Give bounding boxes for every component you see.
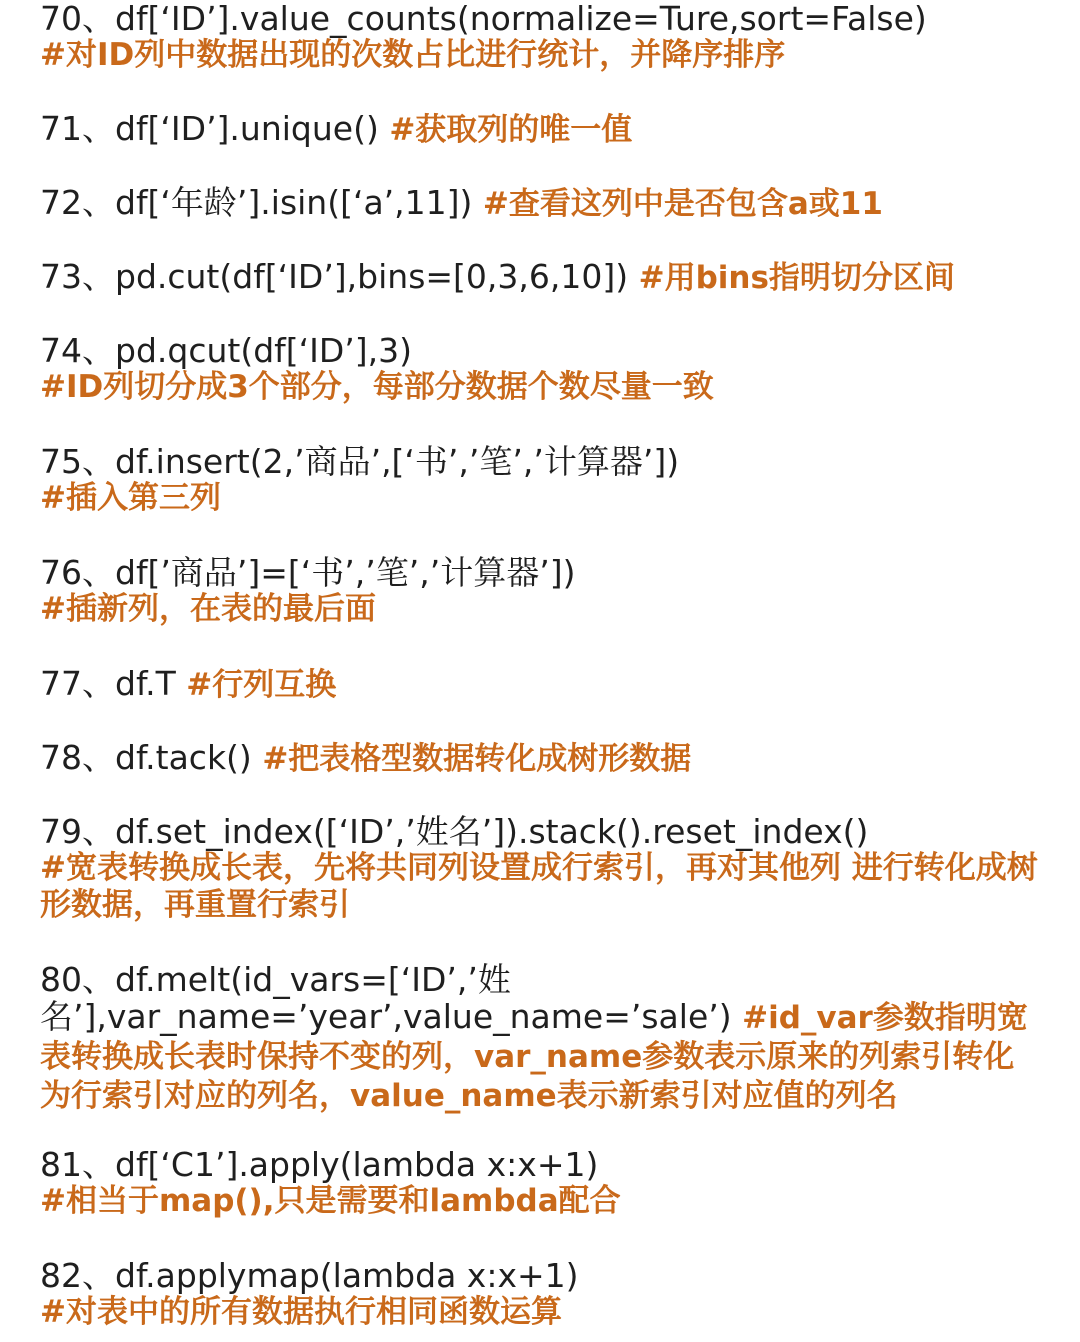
list-item: [40, 1257, 1040, 1331]
list-item: [40, 1146, 1040, 1220]
code-text: 80、df.melt(id_vars=[‘ID’,’姓名’],var_name=’year’,value_name=’sale’): [40, 960, 743, 1036]
list-item: [40, 961, 1040, 1115]
comment-line: #宽表转换成长表，先将共同列设置成行索引，再对其他列 进行转化成树形数据，再重置行索引: [40, 850, 1038, 923]
list-item: [40, 665, 1040, 704]
code-text: 72、df[‘年龄’].isin([‘a’,11]): [40, 183, 483, 222]
comment-text: #id_var参数指明宽表转换成长表时保持不变的列，var_name参数表示原来的列索引转化为行索引对应的列名，value_name表示新索引对应值的列名: [40, 1000, 1028, 1114]
code-line: 81、df[‘C1’].apply(lambda x:x+1): [40, 1145, 599, 1184]
code-line: 70、df[‘ID’].value_counts(normalize=Ture,sort=False): [40, 0, 927, 38]
comment-line: #ID列切分成3个部分，每部分数据个数尽量一致: [40, 369, 714, 405]
comment-line: #插入第三列: [40, 480, 221, 516]
code-line: 79、df.set_index([‘ID’,’姓名’]).stack().reset_index(): [40, 812, 869, 851]
code-line: 76、df[’商品’]=[‘书’,’笔’,’计算器’]): [40, 553, 576, 592]
list-item: [40, 184, 1040, 223]
code-line: 82、df.applymap(lambda x:x+1): [40, 1256, 579, 1295]
comment-text: #用bins指明切分区间: [638, 260, 955, 296]
code-text: 71、df[‘ID’].unique(): [40, 109, 390, 148]
code-text: 78、df.tack(): [40, 738, 263, 777]
list-item: [40, 739, 1040, 778]
code-line: 75、df.insert(2,’商品’,[‘书’,’笔’,’计算器’]): [40, 442, 680, 481]
comment-text: #查看这列中是否包含a或11: [482, 186, 883, 222]
comment-line: #插新列，在表的最后面: [40, 591, 376, 627]
list-item: [40, 443, 1040, 517]
code-line: 74、pd.qcut(df[‘ID’],3): [40, 331, 412, 370]
list-item: [40, 258, 1040, 297]
comment-text: #把表格型数据转化成树形数据: [262, 741, 692, 777]
code-line: [40, 184, 1040, 223]
code-line: [40, 665, 1040, 704]
comment-text: #行列互换: [186, 667, 337, 703]
comment-line: #相当于map(),只是需要和lambda配合: [40, 1183, 621, 1219]
list-item: [40, 813, 1040, 924]
code-line: [40, 961, 1040, 1115]
comment-line: #对ID列中数据出现的次数占比进行统计，并降序排序: [40, 37, 786, 73]
code-text: 73、pd.cut(df[‘ID’],bins=[0,3,6,10]): [40, 257, 639, 296]
list-item: [40, 0, 1040, 74]
comment-text: #获取列的唯一值: [389, 112, 633, 148]
list-item: [40, 554, 1040, 628]
list-item: [40, 332, 1040, 406]
code-line: [40, 258, 1040, 297]
list-item: [40, 110, 1040, 149]
code-line: [40, 739, 1040, 778]
code-text: 77、df.T: [40, 664, 187, 703]
code-line: [40, 110, 1040, 149]
comment-line: #对表中的所有数据执行相同函数运算: [40, 1294, 562, 1330]
